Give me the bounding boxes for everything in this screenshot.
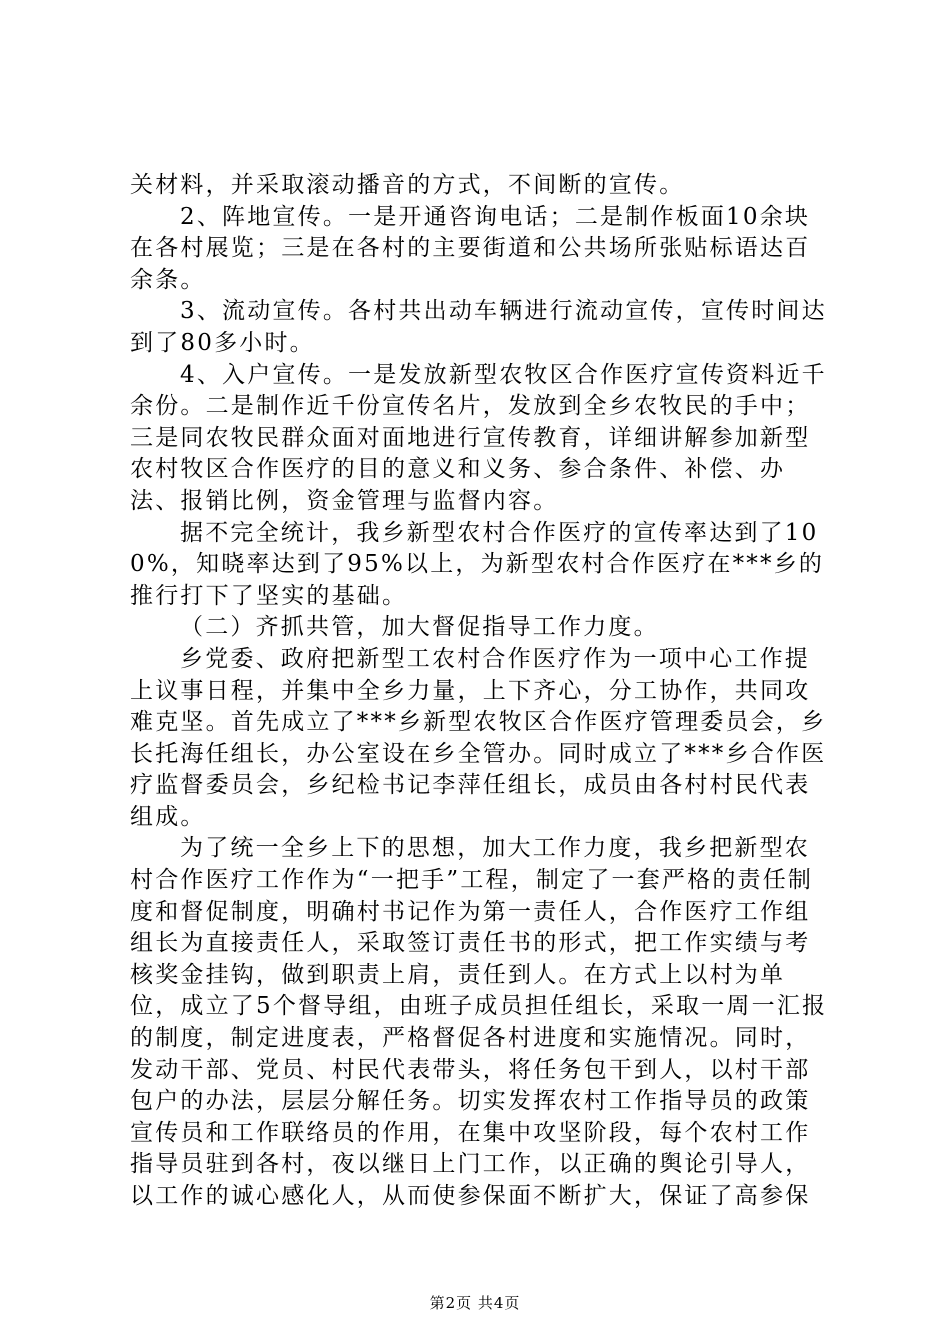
- page-footer: 第2页 共4页: [429, 1294, 521, 1312]
- paragraph-mobile-publicity: 3、流动宣传。各村共出动车辆进行流动宣传，宣传时间达到了80多小时。: [130, 298, 827, 356]
- paragraph-statistics: 据不完全统计，我乡新型农村合作医疗的宣传率达到了100%，知晓率达到了95%以上，为新型农村合作医疗在***乡的推行打下了坚实的基础。: [130, 519, 825, 609]
- paragraph-position-publicity: 2、阵地宣传。一是开通咨询电话；二是制作板面10余块在各村展览；三是在各村的主要街道和公共场所张贴标语达百余条。: [130, 203, 811, 293]
- section-heading: （二）齐抓共管，加大督促指导工作力度。: [180, 614, 659, 641]
- document-page: [130, 170, 834, 1213]
- paragraph-continuation: 关材料，并采取滚动播音的方式，不间断的宣传。: [130, 172, 685, 198]
- paragraph-committee: 乡党委、政府把新型工农村合作医疗作为一项中心工作提上议事日程，并集中全乡力量，上下齐心，分工协作，共同攻难克坚。首先成立了***乡新型农牧区合作医疗管理委员会，乡长托海任组长，办公室设在乡全管办。同时成立了***乡合作医疗监督委员会，乡纪检书记李萍任组长，成员由各村村民代表组成。: [130, 645, 827, 830]
- paragraph-responsibility: 为了统一全乡上下的思想，加大工作力度，我乡把新型农村合作医疗工作作为“一把手”工程，制定了一套严格的责任制度和督促制度，明确村书记作为第一责任人，合作医疗工作组组长为直接责任人，采取签订责任书的形式，把工作实绩与考核奖金挂钩，做到职责上肩，责任到人。在方式上以村为单位，成立了5个督导组，由班子成员担任组长，采取一周一汇报的制度，制定进度表，严格督促各村进度和实施情况。同时，发动干部、党员、村民代表带头，将任务包干到人，以村干部包户的办法，层层分解任务。切实发挥农村工作指导员的政策宣传员和工作联络员的作用，在集中攻坚阶段，每个农村工作指导员驻到各村，夜以继日上门工作，以正确的舆论引导人，以工作的诚心感化人，从而使参保面不断扩大，保证了高参保: [130, 835, 828, 1209]
- paragraph-household-publicity: 4、入户宣传。一是发放新型农牧区合作医疗宣传资料近千余份。二是制作近千份宣传名片，发放到全乡农牧民的手中；三是同农牧民群众面对面地进行宣传教育，详细讲解参加新型农村牧区合作医疗的目的意义和义务、参合条件、补偿、办法、报销比例，资金管理与监督内容。: [130, 361, 827, 514]
